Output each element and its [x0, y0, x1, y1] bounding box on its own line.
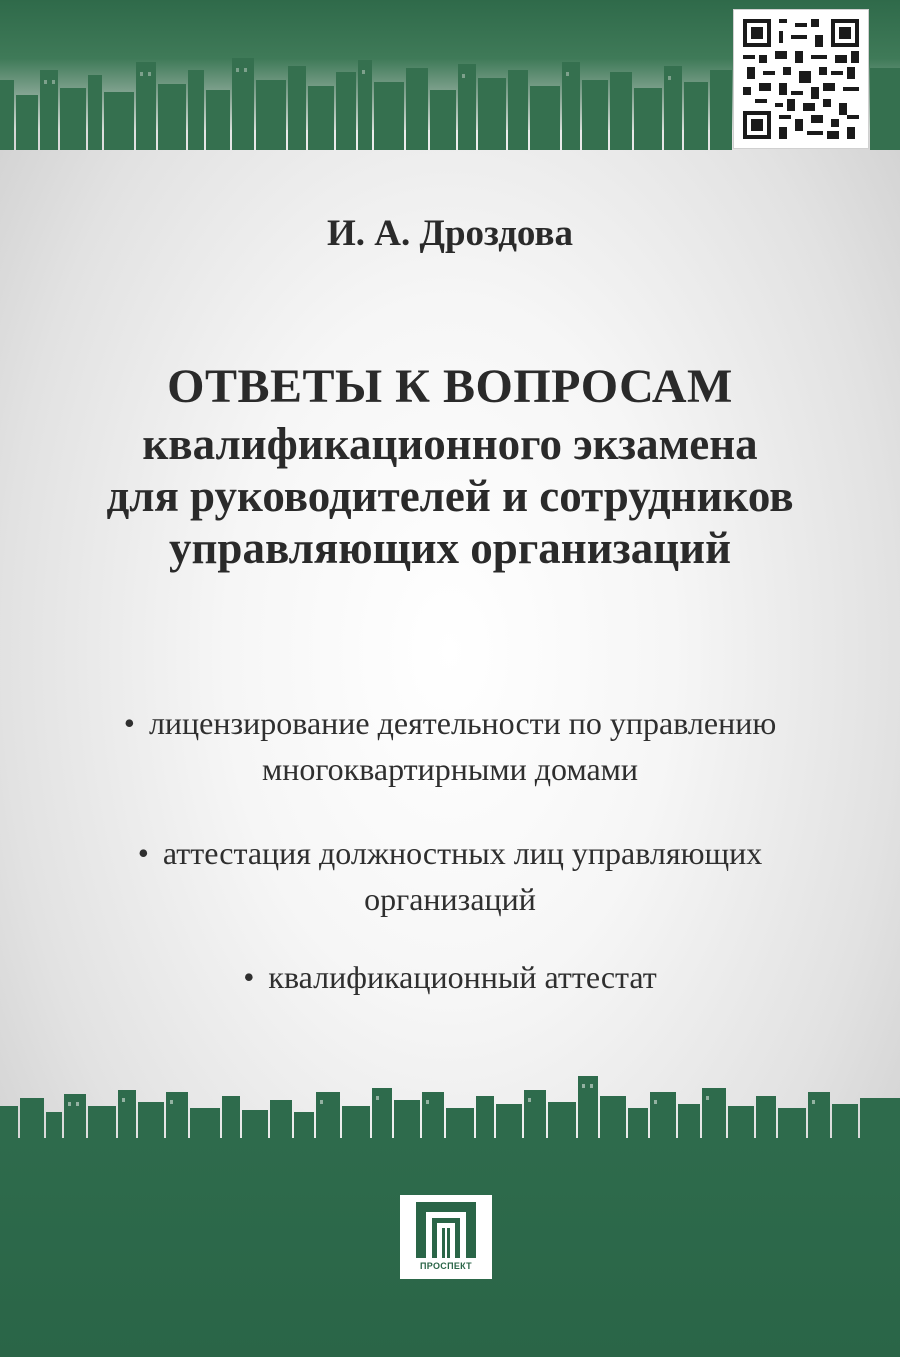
qr-code-icon — [743, 19, 859, 139]
topic-line: аттестация должностных лиц управляющих — [162, 835, 763, 871]
topic-item — [0, 954, 900, 1000]
bullet-dot-icon: • — [137, 835, 149, 871]
topic-line: многоквартирными домами — [261, 751, 639, 787]
title-line-2: для руководителей и сотрудников — [106, 471, 794, 521]
qr-code — [734, 10, 868, 148]
topic-line: организаций — [364, 881, 536, 917]
topic-line: лицензирование деятельности по управлению — [148, 705, 777, 741]
bullet-dot-icon: • — [123, 705, 135, 741]
title-main: ОТВЕТЫ К ВОПРОСАМ — [167, 360, 733, 413]
topic-line: квалификационный аттестат — [268, 959, 657, 995]
topic-item — [0, 830, 900, 922]
bullet-dot-icon: • — [243, 959, 255, 995]
title-line-3: управляющих организаций — [169, 523, 731, 573]
book-title — [0, 356, 900, 574]
prospekt-logo-icon — [412, 1200, 480, 1260]
publisher-logo — [400, 1195, 492, 1279]
title-line-1: квалификационного экзамена — [142, 419, 758, 469]
author-name: И. А. Дроздова — [326, 213, 573, 254]
publisher-name: ПРОСПЕКТ — [420, 1261, 472, 1271]
topic-item — [0, 700, 900, 792]
